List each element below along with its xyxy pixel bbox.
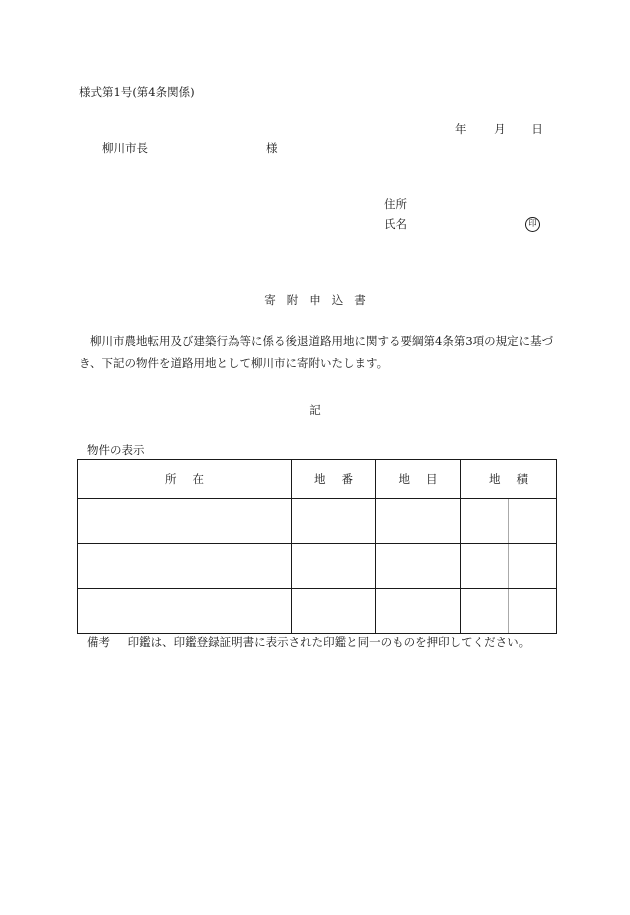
cell-land-category xyxy=(376,544,461,589)
cell-area-integer xyxy=(461,544,509,589)
address-label: 住所 xyxy=(384,197,407,211)
cell-location xyxy=(78,589,292,634)
date-line xyxy=(455,124,543,136)
ki-marker: 記 xyxy=(309,403,321,417)
cell-location xyxy=(78,499,292,544)
document-title: 寄附申込書 xyxy=(264,293,377,307)
table-row xyxy=(78,499,557,544)
document-body: 柳川市農地転用及び建築行為等に係る後退道路用地に関する要綱第4条第3項の規定に基づき、下記の物件を道路用地として柳川市に寄附いたします。 xyxy=(79,334,554,370)
header-area: 地積 xyxy=(461,460,557,499)
cell-area-integer xyxy=(461,589,509,634)
cell-lot-number xyxy=(292,544,376,589)
seal-mark: 印 xyxy=(525,217,540,232)
cell-lot-number xyxy=(292,589,376,634)
date-year-label: 年 xyxy=(455,122,467,136)
table-row xyxy=(78,544,557,589)
note xyxy=(87,637,530,649)
cell-land-category xyxy=(376,499,461,544)
table-header-row xyxy=(78,460,557,499)
honorific: 様 xyxy=(266,141,278,155)
cell-area-decimal xyxy=(509,544,557,589)
table-row xyxy=(78,589,557,634)
form-number: 様式第1号(第4条関係) xyxy=(79,85,195,99)
name-label: 氏名 xyxy=(384,217,407,231)
property-table xyxy=(77,459,557,634)
header-location: 所在 xyxy=(78,460,292,499)
cell-area-integer xyxy=(461,499,509,544)
date-day-label: 日 xyxy=(531,122,543,136)
cell-lot-number xyxy=(292,499,376,544)
addressee: 柳川市長 xyxy=(102,141,148,155)
header-lot-number: 地番 xyxy=(292,460,376,499)
date-month-label: 月 xyxy=(494,122,506,136)
cell-land-category xyxy=(376,589,461,634)
header-land-category: 地目 xyxy=(376,460,461,499)
note-label: 備考 xyxy=(87,635,110,649)
cell-area-decimal xyxy=(509,589,557,634)
cell-area-decimal xyxy=(509,499,557,544)
table-caption: 物件の表示 xyxy=(87,443,145,457)
cell-location xyxy=(78,544,292,589)
note-text: 印鑑は、印鑑登録証明書に表示された印鑑と同一のものを押印してください。 xyxy=(127,635,531,649)
